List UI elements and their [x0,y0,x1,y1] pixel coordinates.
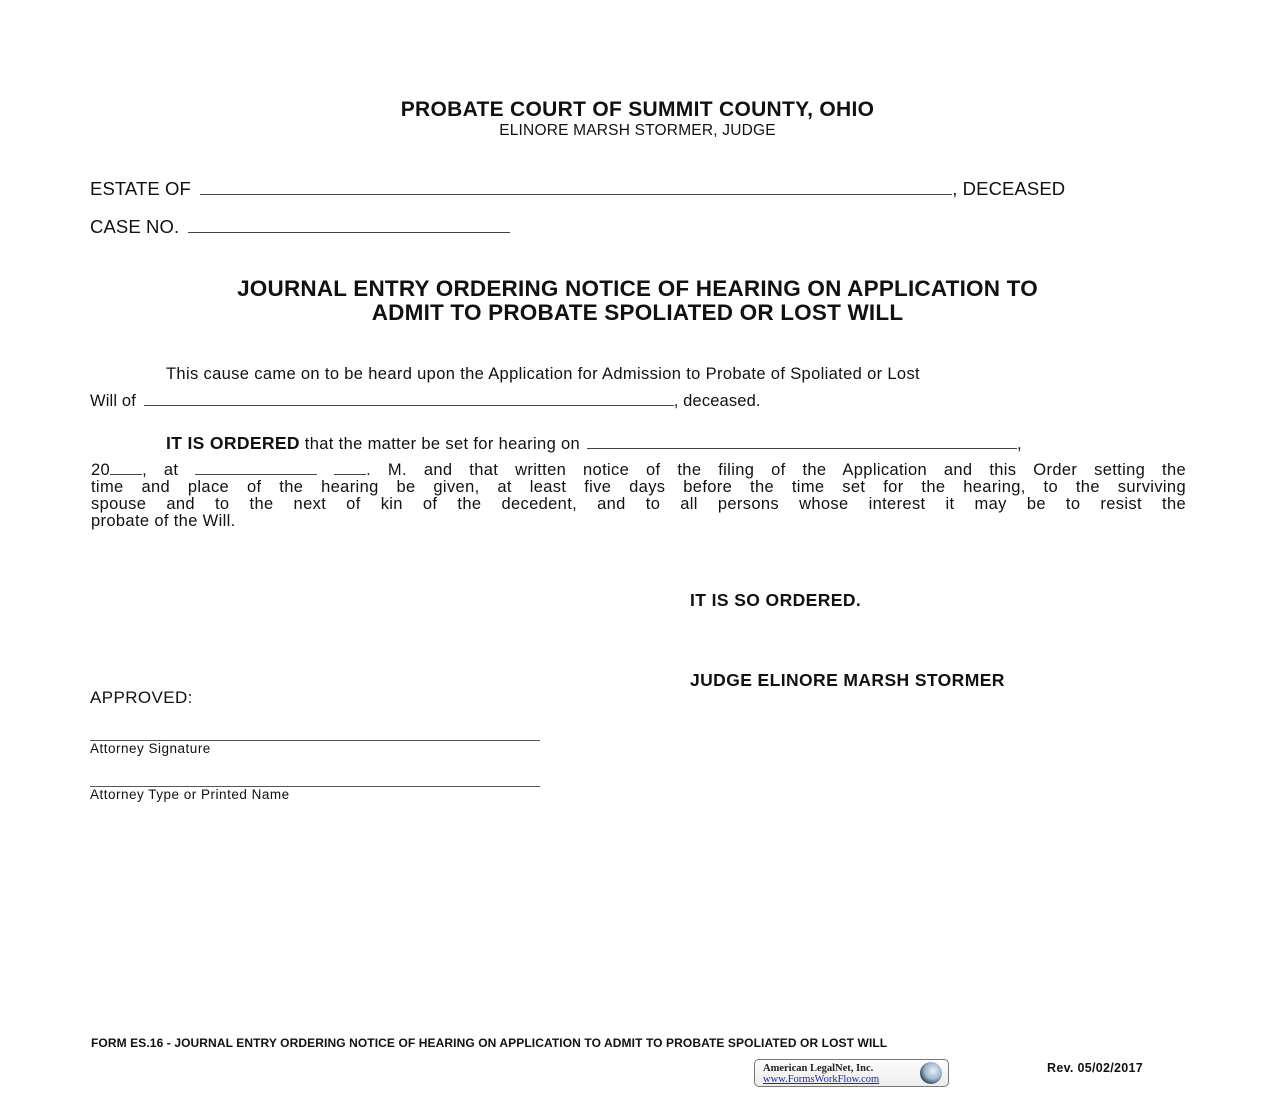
estate-row [90,178,1065,200]
comma: , [1017,435,1022,453]
court-name: PROBATE COURT OF SUMMIT COUNTY, OHIO [400,98,875,121]
year-prefix: 20 [91,461,111,479]
case-number-label: CASE NO. [90,216,180,237]
am-pm-field[interactable] [334,461,366,475]
it-is-ordered-label: IT IS ORDERED [166,433,300,453]
document-title-line-1: JOURNAL ENTRY ORDERING NOTICE OF HEARING ON APPLICATION TO [237,276,1038,301]
form-footer-title: FORM ES.16 - JOURNAL ENTRY ORDERING NOTICE OF HEARING ON APPLICATION TO ADMIT TO PROBATE SPOLIATED OR LOST WILL [91,1036,888,1050]
estate-label: ESTATE OF [90,178,191,199]
decedent-name-field[interactable] [144,391,674,406]
paragraph-1-line-1: This cause came on to be heard upon the Application for Admission to Probate of Spoliated or Lost [166,365,920,383]
judge-signature-name: JUDGE ELINORE MARSH STORMER [690,670,1005,690]
order-line-2 [91,461,1186,479]
order-line-4: spouse and to the next of kin of the decedent, and to all persons whose interest it may be to resist the [91,495,1186,513]
revision-date: Rev. 05/02/2017 [1047,1061,1144,1075]
at-label: , at [142,461,179,479]
globe-icon [920,1062,942,1084]
hearing-date-field[interactable] [587,434,1017,449]
approved-label: APPROVED: [90,688,193,707]
will-of-row [90,391,761,411]
ordered-row [166,433,1022,454]
deceased-suffix: , deceased. [673,392,761,410]
estate-name-field[interactable] [200,178,952,195]
order-line-3: time and place of the hearing be given, at least five days before the time set for the hearing, to the surviving [91,478,1186,496]
badge-url-link[interactable]: www.FormsWorkFlow.com [763,1074,880,1085]
ordered-text: that the matter be set for hearing on [299,435,581,453]
will-of-label: Will of [90,392,136,410]
deceased-label: , DECEASED [952,178,1066,199]
badge-company: American LegalNet, Inc. [763,1063,874,1074]
so-ordered-label: IT IS SO ORDERED. [690,590,862,610]
american-legalnet-badge[interactable] [754,1059,949,1087]
case-number-field[interactable] [188,216,510,233]
document-title-line-2: ADMIT TO PROBATE SPOLIATED OR LOST WILL [371,300,904,325]
judge-subtitle: ELINORE MARSH STORMER, JUDGE [499,122,776,139]
attorney-signature-label: Attorney Signature [90,741,211,756]
year-field[interactable] [110,461,142,475]
case-row [90,216,510,238]
order-body [91,461,1186,530]
attorney-name-label: Attorney Type or Printed Name [90,787,290,802]
hearing-time-field[interactable] [195,461,317,475]
order-line-2-text: . M. and that written notice of the filing of the Application and this Order setting the [366,461,1187,479]
order-line-5: probate of the Will. [91,512,236,530]
